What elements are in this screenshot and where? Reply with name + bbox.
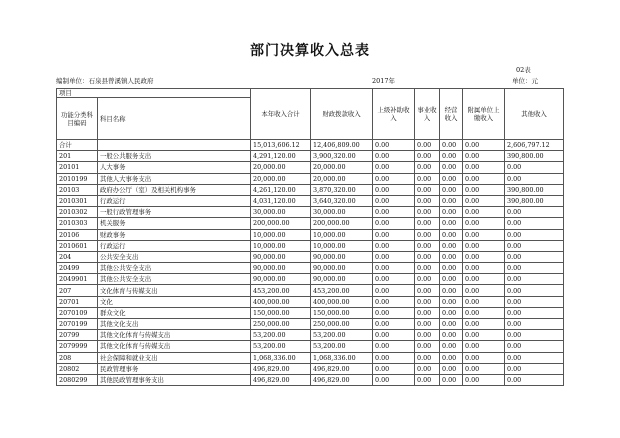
cell-other: 0.00 [505,251,564,262]
cell-fiscal: 250,000.00 [311,319,373,330]
cell-superior: 0.00 [373,263,415,274]
header-other: 其他收入 [505,89,564,140]
table-row [57,151,564,162]
cell-other: 0.00 [505,240,564,251]
cell-code: 20106 [57,229,98,240]
table-row [57,195,564,206]
table-row [57,240,564,251]
cell-code: 2080299 [57,374,98,385]
preparing-unit-label: 编制单位： [56,77,89,85]
cell-fiscal: 10,000.00 [311,240,373,251]
cell-other: 0.00 [505,229,564,240]
cell-code: 合计 [57,140,98,151]
cell-superior: 0.00 [373,341,415,352]
header-operating [440,89,463,140]
cell-code: 20802 [57,363,98,374]
cell-total: 453,200.00 [251,285,311,296]
cell-name: 其他文化支出 [98,319,251,330]
cell-fiscal: 53,200.00 [311,330,373,341]
cell-business: 0.00 [415,285,440,296]
cell-name: 其他文化体育与传媒支出 [98,330,251,341]
cell-name: 其他文化体育与传媒支出 [98,341,251,352]
table-row [57,352,564,363]
cell-total: 15,013,606.12 [251,140,311,151]
cell-code: 2010302 [57,207,98,218]
revenue-table [56,88,564,386]
cell-name: 社会保障和就业支出 [98,352,251,363]
cell-code: 208 [57,352,98,363]
cell-superior: 0.00 [373,319,415,330]
cell-fiscal: 150,000.00 [311,307,373,318]
cell-name: 行政运行 [98,240,251,251]
cell-business: 0.00 [415,307,440,318]
cell-other: 2,606,797.12 [505,140,564,151]
cell-total: 1,068,336.00 [251,352,311,363]
cell-fiscal: 90,000.00 [311,251,373,262]
cell-name: 机关服务 [98,218,251,229]
cell-subsidiary: 0.00 [463,352,505,363]
cell-subsidiary: 0.00 [463,374,505,385]
cell-total: 10,000.00 [251,240,311,251]
header-superior-text: 上级补助收入 [377,106,410,122]
header-subsidiary-text: 附属单位上缴收入 [467,106,500,122]
cell-name: 其他民政管理事务支出 [98,374,251,385]
cell-code: 2010301 [57,195,98,206]
cell-operating: 0.00 [440,263,463,274]
cell-other: 0.00 [505,330,564,341]
cell-subsidiary: 0.00 [463,274,505,285]
cell-superior: 0.00 [373,285,415,296]
cell-subsidiary: 0.00 [463,184,505,195]
cell-code: 201 [57,151,98,162]
cell-subsidiary: 0.00 [463,307,505,318]
cell-operating: 0.00 [440,363,463,374]
cell-code: 2010199 [57,173,98,184]
cell-name: 政府办公厅（室）及相关机构事务 [98,184,251,195]
cell-operating: 0.00 [440,229,463,240]
table-row [57,296,564,307]
table-row [57,363,564,374]
cell-business: 0.00 [415,162,440,173]
table-row [57,319,564,330]
cell-operating: 0.00 [440,218,463,229]
header-superior [373,89,415,140]
cell-superior: 0.00 [373,184,415,195]
cell-subsidiary: 0.00 [463,195,505,206]
cell-business: 0.00 [415,195,440,206]
cell-fiscal: 12,406,809.00 [311,140,373,151]
header-fiscal: 财政拨款收入 [311,89,373,140]
cell-superior: 0.00 [373,173,415,184]
cell-fiscal: 400,000.00 [311,296,373,307]
page-title: 部门决算收入总表 [250,43,370,59]
cell-business: 0.00 [415,330,440,341]
cell-other: 390,800.00 [505,184,564,195]
cell-superior: 0.00 [373,195,415,206]
cell-other: 0.00 [505,207,564,218]
cell-business: 0.00 [415,240,440,251]
cell-subsidiary: 0.00 [463,296,505,307]
cell-fiscal: 453,200.00 [311,285,373,296]
cell-business: 0.00 [415,207,440,218]
cell-other: 0.00 [505,352,564,363]
cell-total: 496,829.00 [251,363,311,374]
cell-fiscal: 90,000.00 [311,274,373,285]
cell-code: 20499 [57,263,98,274]
header-total: 本年收入合计 [251,89,311,140]
cell-operating: 0.00 [440,352,463,363]
cell-total: 90,000.00 [251,251,311,262]
table-row [57,307,564,318]
cell-total: 150,000.00 [251,307,311,318]
cell-business: 0.00 [415,140,440,151]
header-business-text: 事业收入 [417,106,437,122]
cell-subsidiary: 0.00 [463,218,505,229]
cell-operating: 0.00 [440,341,463,352]
cell-code: 2079999 [57,341,98,352]
cell-name: 其他公共安全支出 [98,263,251,274]
preparing-unit-name: 石泉县曾溪镇人民政府 [88,77,154,85]
cell-superior: 0.00 [373,363,415,374]
cell-operating: 0.00 [440,151,463,162]
table-row [57,330,564,341]
cell-code: 2010601 [57,240,98,251]
cell-other: 0.00 [505,319,564,330]
cell-business: 0.00 [415,229,440,240]
cell-fiscal: 496,829.00 [311,363,373,374]
cell-business: 0.00 [415,184,440,195]
cell-other: 0.00 [505,285,564,296]
header-subsidiary [463,89,505,140]
cell-fiscal: 496,829.00 [311,374,373,385]
table-row [57,162,564,173]
cell-total: 90,000.00 [251,274,311,285]
cell-name: 行政运行 [98,195,251,206]
cell-other: 0.00 [505,374,564,385]
cell-other: 0.00 [505,173,564,184]
cell-operating: 0.00 [440,173,463,184]
cell-operating: 0.00 [440,207,463,218]
cell-superior: 0.00 [373,251,415,262]
cell-fiscal: 10,000.00 [311,229,373,240]
cell-operating: 0.00 [440,374,463,385]
cell-fiscal: 20,000.00 [311,162,373,173]
cell-name: 财政事务 [98,229,251,240]
cell-name: 一般公共服务支出 [98,151,251,162]
cell-name: 文化 [98,296,251,307]
cell-code: 20101 [57,162,98,173]
cell-fiscal: 3,870,320.00 [311,184,373,195]
table-body [57,140,564,386]
cell-superior: 0.00 [373,296,415,307]
cell-other: 0.00 [505,162,564,173]
table-row [57,173,564,184]
cell-business: 0.00 [415,363,440,374]
cell-subsidiary: 0.00 [463,330,505,341]
table-row [57,374,564,385]
cell-superior: 0.00 [373,151,415,162]
cell-total: 400,000.00 [251,296,311,307]
cell-subsidiary: 0.00 [463,240,505,251]
cell-name: 文化体育与传媒支出 [98,285,251,296]
cell-operating: 0.00 [440,240,463,251]
table-row [57,218,564,229]
cell-superior: 0.00 [373,330,415,341]
cell-fiscal: 1,068,336.00 [311,352,373,363]
cell-total: 53,200.00 [251,341,311,352]
cell-total: 90,000.00 [251,263,311,274]
cell-name [98,140,251,151]
header-operating-text: 经营收入 [444,106,458,122]
table-row [57,285,564,296]
table-row [57,184,564,195]
cell-total: 4,261,120.00 [251,184,311,195]
cell-operating: 0.00 [440,162,463,173]
cell-total: 4,291,120.00 [251,151,311,162]
cell-subsidiary: 0.00 [463,173,505,184]
cell-operating: 0.00 [440,307,463,318]
cell-fiscal: 20,000.00 [311,173,373,184]
cell-operating: 0.00 [440,140,463,151]
cell-code: 207 [57,285,98,296]
cell-total: 20,000.00 [251,173,311,184]
cell-superior: 0.00 [373,352,415,363]
cell-subsidiary: 0.00 [463,140,505,151]
cell-business: 0.00 [415,352,440,363]
cell-total: 20,000.00 [251,162,311,173]
header-item: 项目 [57,89,251,98]
cell-code: 20799 [57,330,98,341]
cell-total: 53,200.00 [251,330,311,341]
cell-name: 群众文化 [98,307,251,318]
cell-business: 0.00 [415,151,440,162]
table-row [57,229,564,240]
cell-code: 20103 [57,184,98,195]
cell-business: 0.00 [415,251,440,262]
cell-fiscal: 3,640,320.00 [311,195,373,206]
cell-other: 0.00 [505,341,564,352]
table-row [57,263,564,274]
cell-business: 0.00 [415,296,440,307]
cell-subsidiary: 0.00 [463,363,505,374]
cell-name: 人大事务 [98,162,251,173]
cell-total: 10,000.00 [251,229,311,240]
cell-total: 250,000.00 [251,319,311,330]
table-row [57,140,564,151]
cell-subsidiary: 0.00 [463,207,505,218]
cell-name: 其他人大事务支出 [98,173,251,184]
cell-other: 0.00 [505,263,564,274]
cell-other: 0.00 [505,218,564,229]
cell-business: 0.00 [415,218,440,229]
cell-fiscal: 90,000.00 [311,263,373,274]
cell-total: 30,000.00 [251,207,311,218]
cell-business: 0.00 [415,263,440,274]
cell-business: 0.00 [415,374,440,385]
cell-operating: 0.00 [440,184,463,195]
cell-other: 0.00 [505,363,564,374]
cell-business: 0.00 [415,341,440,352]
cell-other: 0.00 [505,296,564,307]
form-number: 02表 [516,66,531,74]
cell-name: 其他公共安全支出 [98,274,251,285]
cell-other: 0.00 [505,307,564,318]
cell-subsidiary: 0.00 [463,151,505,162]
cell-name: 一般行政管理事务 [98,207,251,218]
cell-subsidiary: 0.00 [463,341,505,352]
report-year: 2017年 [372,77,396,85]
cell-subsidiary: 0.00 [463,229,505,240]
header-business [415,89,440,140]
cell-operating: 0.00 [440,296,463,307]
table-row [57,341,564,352]
cell-other: 390,800.00 [505,195,564,206]
cell-subsidiary: 0.00 [463,319,505,330]
cell-subsidiary: 0.00 [463,162,505,173]
cell-name: 公共安全支出 [98,251,251,262]
cell-subsidiary: 0.00 [463,263,505,274]
cell-superior: 0.00 [373,240,415,251]
cell-total: 4,031,120.00 [251,195,311,206]
cell-superior: 0.00 [373,162,415,173]
preparing-unit [56,77,154,85]
cell-total: 200,000.00 [251,218,311,229]
cell-fiscal: 53,200.00 [311,341,373,352]
cell-other: 0.00 [505,274,564,285]
table-row [57,207,564,218]
cell-operating: 0.00 [440,274,463,285]
cell-superior: 0.00 [373,140,415,151]
header-name: 科目名称 [98,98,251,140]
cell-operating: 0.00 [440,251,463,262]
cell-superior: 0.00 [373,207,415,218]
cell-fiscal: 3,900,320.00 [311,151,373,162]
cell-code: 20701 [57,296,98,307]
cell-business: 0.00 [415,173,440,184]
cell-business: 0.00 [415,319,440,330]
currency-unit: 单位：元 [512,77,538,85]
cell-fiscal: 200,000.00 [311,218,373,229]
cell-superior: 0.00 [373,307,415,318]
table-row [57,251,564,262]
cell-superior: 0.00 [373,229,415,240]
cell-code: 2070199 [57,319,98,330]
header-code [57,98,98,140]
table-row [57,274,564,285]
cell-operating: 0.00 [440,285,463,296]
cell-subsidiary: 0.00 [463,251,505,262]
cell-operating: 0.00 [440,195,463,206]
cell-operating: 0.00 [440,319,463,330]
header-code-text: 功能分类科目编码 [61,110,93,127]
cell-superior: 0.00 [373,218,415,229]
cell-code: 2010303 [57,218,98,229]
cell-code: 2049901 [57,274,98,285]
cell-name: 民政管理事务 [98,363,251,374]
cell-business: 0.00 [415,274,440,285]
cell-superior: 0.00 [373,274,415,285]
cell-fiscal: 30,000.00 [311,207,373,218]
cell-other: 390,800.00 [505,151,564,162]
cell-code: 2070109 [57,307,98,318]
cell-superior: 0.00 [373,374,415,385]
cell-code: 204 [57,251,98,262]
cell-subsidiary: 0.00 [463,285,505,296]
cell-total: 496,829.00 [251,374,311,385]
cell-operating: 0.00 [440,330,463,341]
